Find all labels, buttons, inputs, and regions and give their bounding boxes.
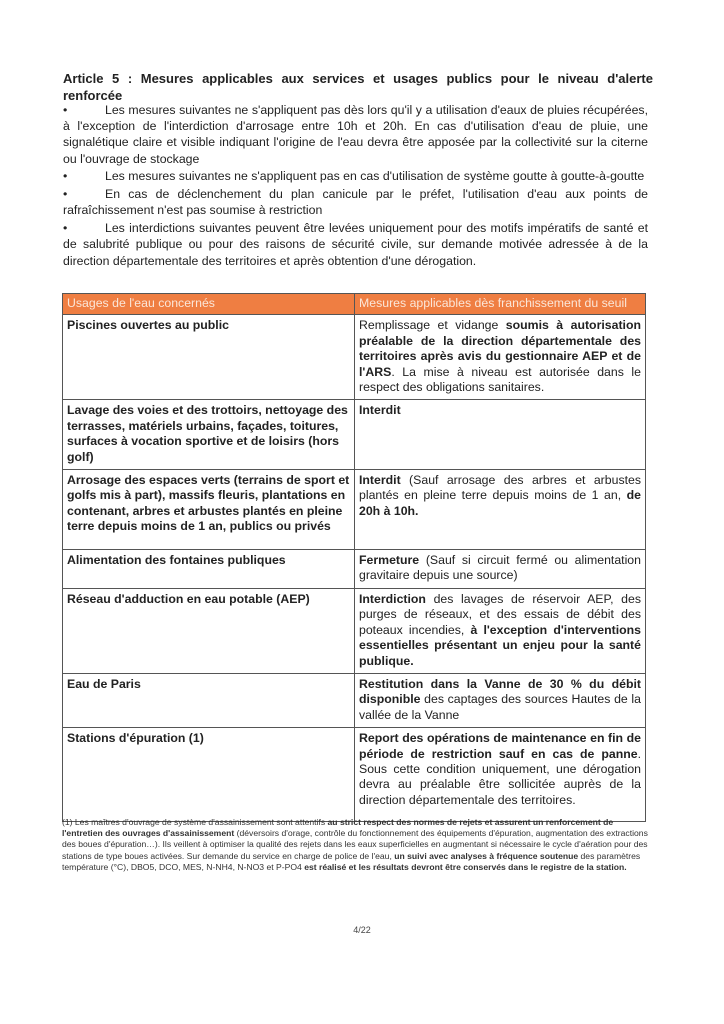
usage-cell: Piscines ouvertes au public	[63, 315, 355, 400]
header-measures: Mesures applicables dès franchissement du seuil	[355, 294, 646, 315]
measure-text: (Sauf si circuit fermé ou alimentation gravitaire depuis une source)	[359, 553, 641, 583]
footnote-text: des paramètres température (°C), DBO5, DCO, MES, N-NH4, N-NO3 et P-PO4	[62, 850, 641, 872]
measure-emphasis: à l'exception d'interventions essentielles présentant un enjeu pour la santé publique.	[359, 622, 641, 668]
bullet-list	[63, 102, 648, 270]
table-row	[63, 550, 646, 589]
table-header-row	[63, 294, 646, 315]
measure-cell	[355, 673, 646, 727]
table-row	[63, 470, 646, 550]
usage-cell: Réseau d'adduction en eau potable (AEP)	[63, 588, 355, 673]
bullet-marker: •	[63, 103, 68, 117]
measure-emphasis: Restitution dans la Vanne de 30 % du débit disponible	[359, 676, 641, 707]
measure-text: (Sauf arrosage des arbres et arbustes plantés en pleine terre depuis moins de 1 an,	[359, 473, 641, 503]
table-row	[63, 400, 646, 470]
measure-text: Remplissage et vidange	[359, 318, 506, 333]
table-row	[63, 315, 646, 400]
article-heading	[63, 70, 653, 104]
measure-text: des lavages de réservoir AEP, des purges de réseaux, et des essais de débit des poteaux incendies,	[359, 591, 641, 637]
table-row	[63, 728, 646, 822]
footnote-emphasis: un suivi avec analyses à fréquence soutenue	[394, 850, 579, 861]
bullet-marker: •	[63, 221, 68, 236]
measure-cell	[355, 588, 646, 673]
article-title-line2: renforcée	[63, 88, 123, 103]
footnote-emphasis: est réalisé et les résultats devront être conservés dans le registre de la station.	[304, 861, 627, 872]
measure-text: . Sous cette condition uniquement, une dérogation devra au préalable être sollicitée auprès de la direction départementale des territoires.	[359, 746, 641, 807]
usage-cell: Alimentation des fontaines publiques	[63, 550, 355, 589]
measures-table	[62, 293, 646, 822]
measure-cell	[355, 550, 646, 589]
bullet-item	[63, 168, 648, 184]
footnote-text: (1) Les maîtres d'ouvrage de système d'assainissement sont attentifs	[62, 817, 328, 827]
usage-cell: Arrosage des espaces verts (terrains de sport et golfs mis à part), massifs fleuris, plantations en contenant, arbres et arbustes plantés en pleine terre depuis moins de 1 an, publics ou privés	[63, 470, 355, 550]
bullet-marker: •	[63, 187, 68, 202]
bullet-text: En cas de déclenchement du plan canicule par le préfet, l'utilisation d'eau aux points de rafraîchissement n'est pas soumise à restriction	[63, 187, 648, 218]
measure-cell	[355, 728, 646, 822]
measure-emphasis: Fermeture	[359, 553, 420, 568]
bullet-marker: •	[63, 169, 68, 184]
table-row	[63, 588, 646, 673]
measure-cell	[355, 315, 646, 400]
bullet-item	[63, 102, 648, 167]
article-title-line1: Article 5 : Mesures applicables aux services et usages publics pour le niveau d'alerte	[63, 71, 653, 86]
bullet-item	[63, 220, 648, 269]
footnote-text: (déversoirs d'orage, contrôle du fonctionnement des équipements d'épuration, augmentation des extractions des boues d'épuration…). Ils veillent à optimiser la qualité des rejets dans les eaux superficielles en augmentant si nécessaire le cycle d'aération pour des stations de type boues activées. Sur demande du service en charge de police de l'eau,	[62, 828, 648, 861]
table-row	[63, 673, 646, 727]
bullet-text: Les interdictions suivantes peuvent être levées uniquement pour des motifs impératifs de santé et de salubrité publique ou pour des raisons de sécurité civile, sur demande motivée adressée à de la direction départementale des territoires et après obtention d'une dérogation.	[63, 221, 648, 268]
bullet-text: Les mesures suivantes ne s'appliquent pas dès lors qu'il y a utilisation d'eaux de pluies récupérées, à l'exception de l'interdiction d'arrosage entre 10h et 20h. En cas d'utilisation d'eau de pluie, une signalétique claire et visible indiquant l'origine de l'eau devra être apposée par la collectivité sur la citerne ou l'ouvrage de stockage	[63, 103, 648, 166]
measure-emphasis: Interdit	[359, 473, 401, 488]
measure-emphasis: Interdiction	[359, 591, 426, 606]
usage-cell: Eau de Paris	[63, 673, 355, 727]
footnote-emphasis: au strict respect des normes de rejets et assurent un renforcement de l'entretien des ouvrages d'assainissement	[62, 817, 614, 839]
measure-emphasis: Interdit	[359, 403, 401, 418]
measure-text: . La mise à niveau est autorisée dans le respect des obligations sanitaires.	[359, 364, 641, 395]
measure-emphasis: soumis à autorisation préalable de la direction départementale des territoires après avis du gestionnaire AEP et de l'ARS	[359, 318, 641, 379]
bullet-item	[63, 186, 648, 218]
bullet-text: Les mesures suivantes ne s'appliquent pas en cas d'utilisation de système goutte à goutte-à-goutte	[105, 169, 645, 184]
header-usages: Usages de l'eau concernés	[63, 294, 355, 315]
usage-cell: Lavage des voies et des trottoirs, nettoyage des terrasses, matériels urbains, façades, toitures, surfaces à vocation sportive et de loisirs (hors golf)	[63, 400, 355, 470]
measure-cell	[355, 400, 646, 470]
measure-emphasis: de 20h à 10h.	[359, 488, 641, 518]
measure-cell	[355, 470, 646, 550]
measure-emphasis: Report des opérations de maintenance en fin de période de restriction sauf en cas de panne	[359, 731, 641, 761]
page-number: 4/22	[353, 925, 371, 935]
measure-text: des captages des sources Hautes de la vallée de la Vanne	[359, 692, 641, 722]
usage-cell: Stations d'épuration (1)	[63, 728, 355, 822]
footnote	[62, 817, 652, 873]
